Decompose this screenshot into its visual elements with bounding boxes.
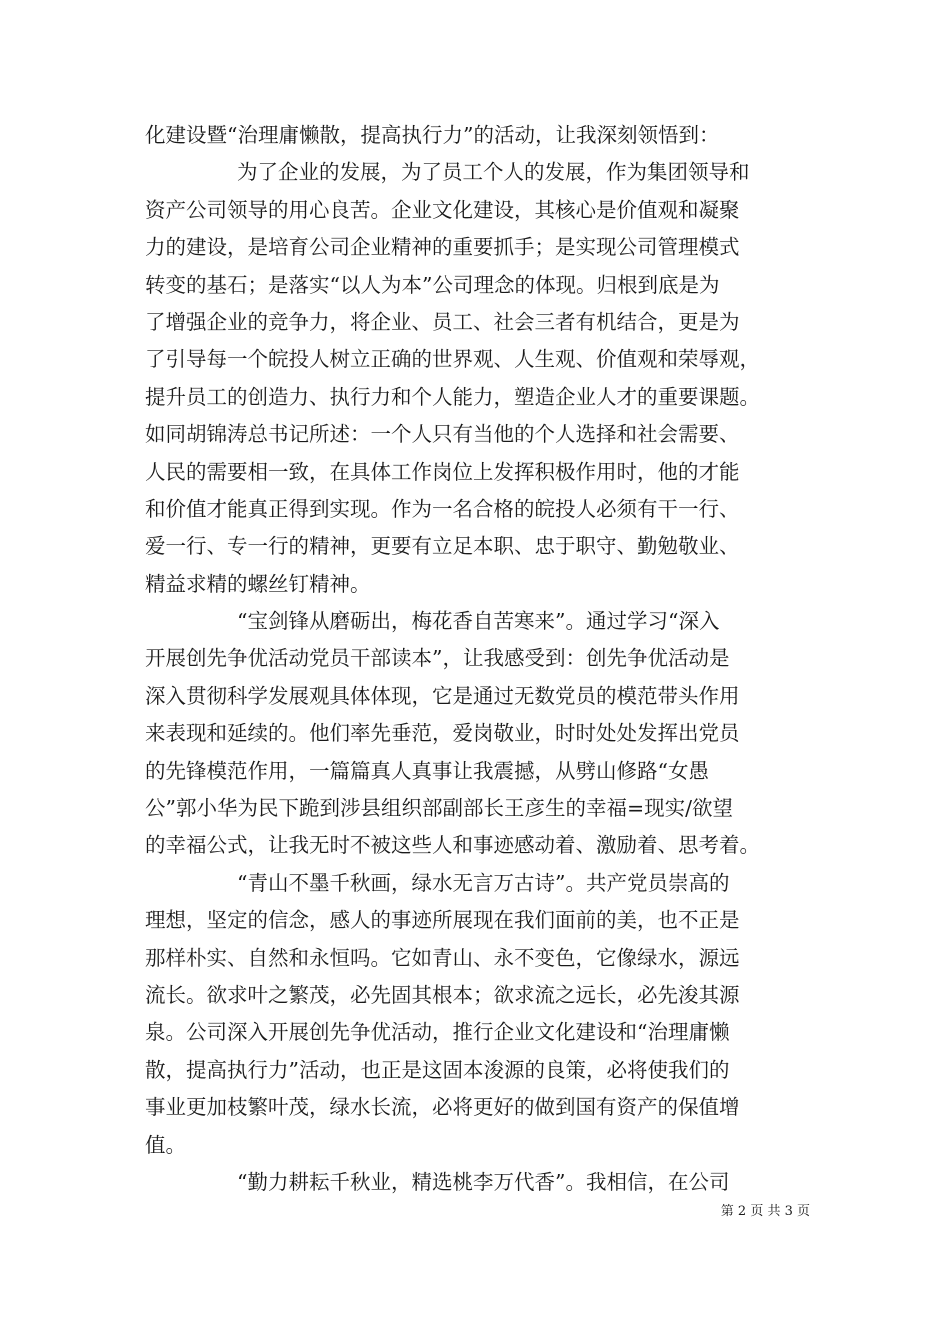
text-line: “宝剑锋从磨砺出，梅花香自苦寒来”。通过学习“深入 [237, 609, 720, 634]
text-line: 爱一行、专一行的精神，更要有立足本职、忠于职守、勤勉敬业、 [145, 534, 740, 559]
text-line: 力的建设，是培育公司企业精神的重要抓手；是实现公司管理模式 [145, 235, 740, 260]
text-line: 的幸福公式，让我无时不被这些人和事迹感动着、激励着、思考着。 [145, 833, 760, 858]
text-line: 开展创先争优活动党员干部读本”，让我感受到：创先争优活动是 [145, 646, 730, 671]
text-line: “青山不墨千秋画，绿水无言万古诗”。共产党员崇高的 [237, 870, 730, 895]
text-line: 理想，坚定的信念，感人的事迹所展现在我们面前的美，也不正是 [145, 908, 740, 933]
text-line: 深入贯彻科学发展观具体体现，它是通过无数党员的模范带头作用 [145, 683, 740, 708]
text-line: 泉。公司深入开展创先争优活动，推行企业文化建设和“治理庸懒 [145, 1020, 730, 1045]
text-line: 事业更加枝繁叶茂，绿水长流，必将更好的做到国有资产的保值增 [145, 1095, 740, 1120]
text-line: 为了企业的发展，为了员工个人的发展，作为集团领导和 [237, 160, 750, 185]
text-line: 提升员工的创造力、执行力和个人能力，塑造企业人才的重要课题。 [145, 384, 760, 409]
text-line: 了引导每一个皖投人树立正确的世界观、人生观、价值观和荣辱观， [145, 347, 760, 372]
text-line: 人民的需要相一致，在具体工作岗位上发挥积极作用时，他的才能 [145, 459, 740, 484]
text-line: 化建设暨“治理庸懒散，提高执行力”的活动，让我深刻领悟到： [145, 123, 720, 147]
text-line: 流长。欲求叶之繁茂，必先固其根本；欲求流之远长，必先浚其源 [145, 982, 740, 1007]
text-line: 了增强企业的竞争力，将企业、员工、社会三者有机结合，更是为 [145, 309, 740, 334]
body-text [145, 117, 823, 1201]
text-line: 公”郭小华为民下跪到涉县组织部副部长王彦生的幸福=现实/欲望 [145, 796, 734, 821]
text-line: 值。 [145, 1132, 186, 1157]
text-line: 如同胡锦涛总书记所述：一个人只有当他的个人选择和社会需要、 [145, 422, 740, 447]
text-line: 的先锋模范作用，一篇篇真人真事让我震撼，从劈山修路“女愚 [145, 758, 709, 783]
text-line: 资产公司领导的用心良苦。企业文化建设，其核心是价值观和凝聚 [145, 197, 740, 222]
text-line: 转变的基石；是落实“以人为本”公司理念的体现。归根到底是为 [145, 272, 720, 297]
text-line: 散，提高执行力”活动，也正是这固本浚源的良策，必将使我们的 [145, 1057, 730, 1082]
text-line: “勤力耕耘千秋业，精选桃李万代香”。我相信，在公司 [237, 1169, 730, 1194]
page-number: 第 2 页 共 3 页 [720, 1204, 810, 1219]
text-line: 来表现和延续的。他们率先垂范，爱岗敬业，时时处处发挥出党员 [145, 721, 740, 746]
text-line: 那样朴实、自然和永恒吗。它如青山、永不变色，它像绿水，源远 [145, 945, 740, 970]
text-line: 精益求精的螺丝钉精神。 [145, 571, 371, 596]
text-line: 和价值才能真正得到实现。作为一名合格的皖投人必须有干一行、 [145, 496, 740, 521]
